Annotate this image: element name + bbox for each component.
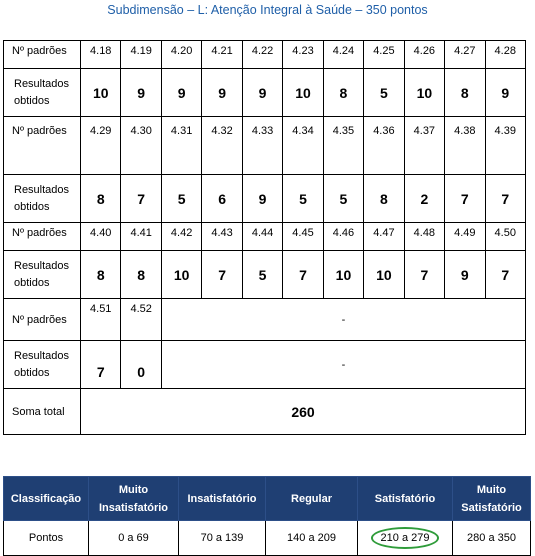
padrao-cell: 4.43 [202,223,242,251]
table-row [4,299,526,341]
padrao-cell: 4.29 [81,117,121,175]
valor-cell: 10 [364,251,404,299]
padrao-cell: 4.52 [121,299,161,341]
padrao-cell: 4.18 [81,41,121,69]
column-header: Muito Insatisfatório [89,477,179,521]
padrao-cell: 4.23 [283,41,323,69]
padroes-label: Nº padrões [4,223,81,251]
classificacao-header: Classificação [4,477,89,521]
range-cell: 140 a 209 [266,521,358,556]
table-row [4,521,531,556]
valor-cell: 7 [445,175,485,223]
padrao-cell: 4.42 [161,223,201,251]
valor-cell: 7 [283,251,323,299]
valor-cell: 9 [485,69,525,117]
padrao-cell: 4.35 [323,117,363,175]
valor-cell: 8 [364,175,404,223]
valor-cell: 9 [202,69,242,117]
table-row [4,477,531,521]
padrao-cell: 4.50 [485,223,525,251]
valor-cell: 7 [485,251,525,299]
padrao-cell: 4.46 [323,223,363,251]
table-row [4,389,526,435]
valor-cell: 5 [283,175,323,223]
range-cell: 0 a 69 [89,521,179,556]
valor-cell: 8 [323,69,363,117]
padrao-cell: 4.24 [323,41,363,69]
valor-cell: 5 [161,175,201,223]
valor-cell: 5 [242,251,282,299]
column-header: Insatisfatório [179,477,266,521]
padrao-cell: 4.27 [445,41,485,69]
classificacao-table [3,476,531,556]
soma-total-label: Soma total [4,389,81,435]
table-row [4,341,526,389]
valor-cell: 8 [445,69,485,117]
padrao-cell: 4.39 [485,117,525,175]
pontos-label: Pontos [4,521,89,556]
table-row [4,41,526,69]
padrao-cell: 4.36 [364,117,404,175]
padrao-cell: 4.22 [242,41,282,69]
valor-cell: 8 [81,251,121,299]
valor-cell: 9 [121,69,161,117]
valor-cell: 7 [121,175,161,223]
padrao-cell: 4.44 [242,223,282,251]
valor-cell: 10 [323,251,363,299]
padroes-label: Nº padrões [4,299,81,341]
valor-cell: 9 [242,69,282,117]
valor-cell: 8 [81,175,121,223]
valor-cell: 10 [81,69,121,117]
padroes-label: Nº padrões [4,41,81,69]
soma-total-value: 260 [81,389,526,435]
empty-cell: - [161,341,525,389]
padrao-cell: 4.49 [445,223,485,251]
valor-cell: 5 [364,69,404,117]
valor-cell: 10 [404,69,444,117]
empty-cell: - [161,299,525,341]
padrao-cell: 4.21 [202,41,242,69]
resultados-label: Resultados obtidos [4,175,81,223]
table-row [4,117,526,175]
padrao-cell: 4.26 [404,41,444,69]
padrao-cell: 4.34 [283,117,323,175]
valor-cell: 7 [81,341,121,389]
valor-cell: 7 [485,175,525,223]
valor-cell: 10 [161,251,201,299]
results-table [3,40,526,435]
range-cell: 280 a 350 [453,521,531,556]
valor-cell: 5 [323,175,363,223]
valor-cell: 0 [121,341,161,389]
column-header: Regular [266,477,358,521]
column-header: Satisfatório [358,477,453,521]
padrao-cell: 4.33 [242,117,282,175]
valor-cell: 7 [202,251,242,299]
padrao-cell: 4.37 [404,117,444,175]
table-row [4,223,526,251]
resultados-label: Resultados obtidos [4,69,81,117]
padrao-cell: 4.40 [81,223,121,251]
padrao-cell: 4.25 [364,41,404,69]
valor-cell: 2 [404,175,444,223]
table-row [4,69,526,117]
padrao-cell: 4.48 [404,223,444,251]
resultados-label: Resultados obtidos [4,341,81,389]
valor-cell: 9 [161,69,201,117]
padrao-cell: 4.32 [202,117,242,175]
padrao-cell: 4.47 [364,223,404,251]
padrao-cell: 4.38 [445,117,485,175]
page-title: Subdimensão – L: Atenção Integral à Saúde – 350 pontos [107,3,428,17]
valor-cell: 10 [283,69,323,117]
range-cell: 70 a 139 [179,521,266,556]
highlight-ellipse: 210 a 279 [371,527,440,549]
padroes-label: Nº padrões [4,117,81,175]
valor-cell: 8 [121,251,161,299]
padrao-cell: 4.30 [121,117,161,175]
valor-cell: 7 [404,251,444,299]
padrao-cell: 4.41 [121,223,161,251]
valor-cell: 9 [242,175,282,223]
padrao-cell: 4.28 [485,41,525,69]
padrao-cell: 4.31 [161,117,201,175]
padrao-cell: 4.45 [283,223,323,251]
padrao-cell: 4.20 [161,41,201,69]
valor-cell: 6 [202,175,242,223]
valor-cell: 9 [445,251,485,299]
table-row [4,175,526,223]
resultados-label: Resultados obtidos [4,251,81,299]
padrao-cell: 4.51 [81,299,121,341]
column-header: Muito Satisfatório [453,477,531,521]
padrao-cell: 4.19 [121,41,161,69]
range-cell-highlighted [358,521,453,556]
table-row [4,251,526,299]
